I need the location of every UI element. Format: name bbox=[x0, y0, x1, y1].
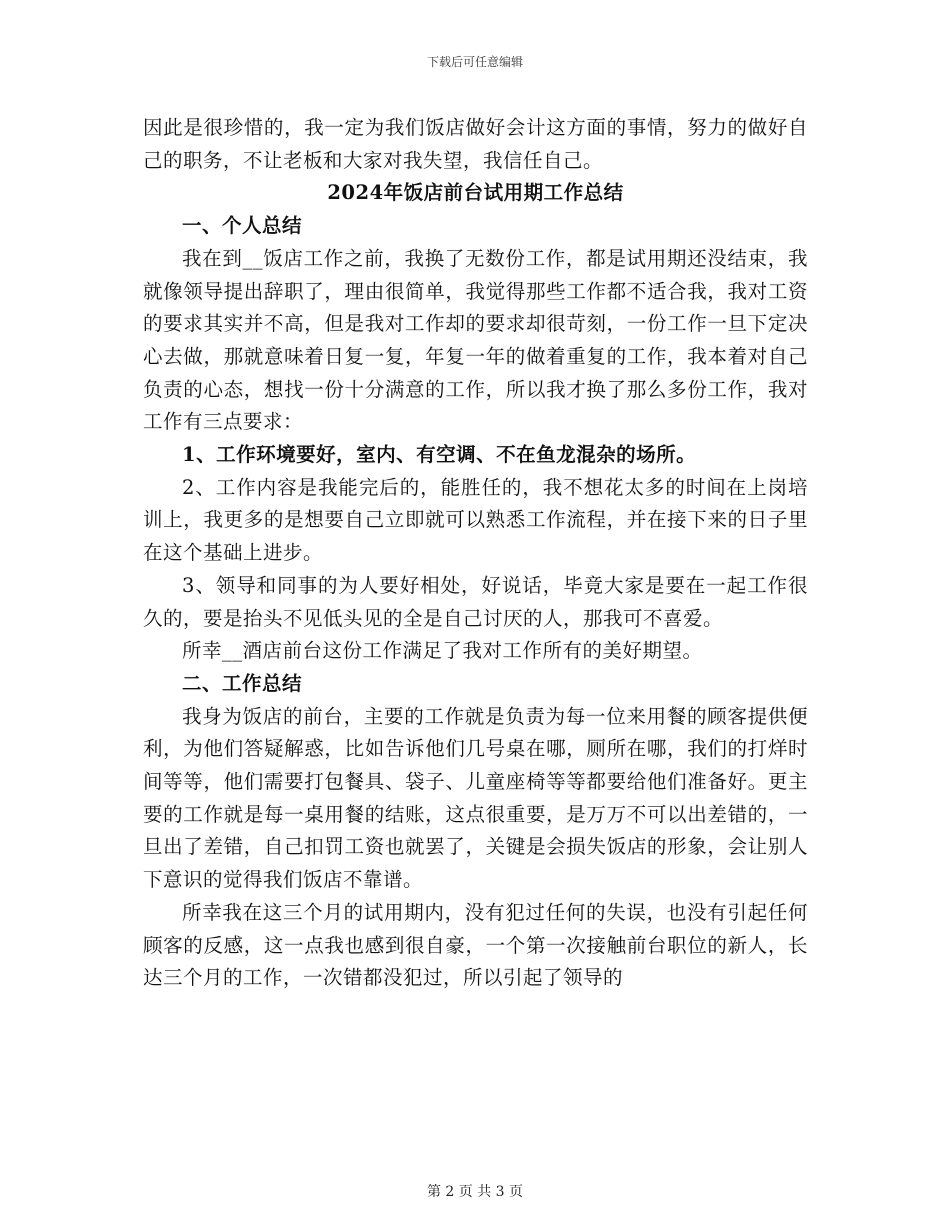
requirement-item-3: 3、领导和同事的为人要好相处，好说话，毕竟大家是要在一起工作很久的，要是抬头不见低头见的全是自己讨厌的人，那我可不喜爱。 bbox=[143, 573, 808, 630]
document-body bbox=[143, 112, 808, 995]
requirement-item-2: 2、工作内容是我能完后的，能胜任的，我不想花太多的时间在上岗培训上，我更多的是想要自己立即就可以熟悉工作流程，并在接下来的日子里在这个基础上进步。 bbox=[143, 475, 808, 565]
page-footer: 第 2 页 共 3 页 bbox=[426, 1184, 524, 1200]
section1-conclusion: 所幸__酒店前台这份工作满足了我对工作所有的美好期望。 bbox=[182, 639, 703, 663]
document-title: 2024年饭店前台试用期工作总结 bbox=[327, 181, 624, 205]
section2-paragraph-2: 所幸我在这三个月的试用期内，没有犯过任何的失误，也没有引起任何顾客的反感，这一点我也感到很自豪，一个第一次接触前台职位的新人，长达三个月的工作，一次错都没犯过，所以引起了领导的 bbox=[143, 900, 808, 990]
requirement-item-1: 1、工作环境要好，室内、有空调、不在鱼龙混杂的场所。 bbox=[182, 443, 697, 467]
intro-paragraph: 因此是很珍惜的，我一定为我们饭店做好会计这方面的事情，努力的做好自己的职务，不让老板和大家对我失望，我信任自己。 bbox=[143, 116, 808, 172]
section2-paragraph-1: 我身为饭店的前台，主要的工作就是负责为每一位来用餐的顾客提供便利，为他们答疑解惑，比如告诉他们几号桌在哪，厕所在哪，我们的打烊时间等等，他们需要打包餐具、袋子、儿童座椅等等都要给他们准备好。更主要的工作就是每一桌用餐的结账，这点很重要，是万万不可以出差错的，一旦出了差错，自己扣罚工资也就罢了，关键是会损失饭店的形象，会让别人下意识的觉得我们饭店不靠谱。 bbox=[143, 704, 808, 892]
section-heading-personal-summary: 一、个人总结 bbox=[182, 214, 303, 238]
section1-paragraph: 我在到__饭店工作之前，我换了无数份工作，都是试用期还没结束，我就像领导提出辞职了，理由很简单，我觉得那些工作都不适合我，我对工资的要求其实并不高，但是我对工作却的要求却很苛刻，一份工作一旦下定决心去做，那就意味着日复一复，年复一年的做着重复的工作，我本着对自己负责的心态，想找一份十分满意的工作，所以我才换了那么多份工作，我对工作有三点要求： bbox=[143, 246, 808, 434]
section-heading-work-summary: 二、工作总结 bbox=[182, 671, 303, 695]
page-header: 下载后可任意编辑 bbox=[426, 55, 523, 69]
